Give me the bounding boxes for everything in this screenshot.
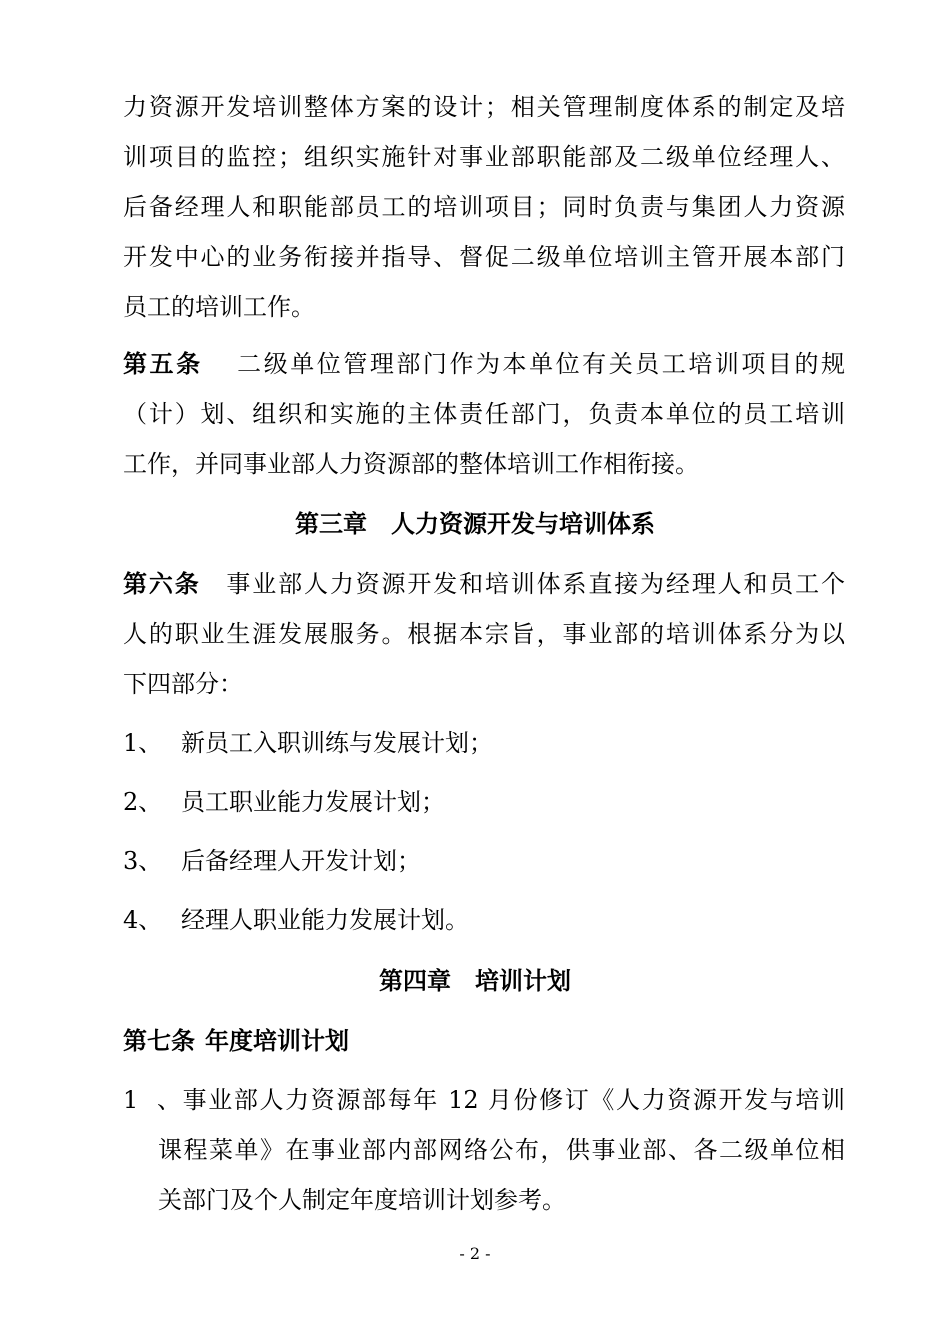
- article-5-label: 第五条: [123, 349, 203, 378]
- list-item-number: 4、: [123, 906, 163, 934]
- list-item: [123, 782, 845, 822]
- chapter-number: 第三章: [295, 509, 367, 538]
- list-item-text: 员工职业能力发展计划；: [181, 788, 445, 816]
- list-item-text: 经理人职业能力发展计划。: [181, 906, 469, 934]
- list-item-text: 后备经理人开发计划；: [181, 847, 421, 875]
- list-item-number: 1、: [123, 1086, 181, 1114]
- list-item: [123, 1080, 845, 1120]
- list-item-number: 2、: [123, 788, 163, 816]
- chapter-3-heading: [0, 504, 950, 544]
- list-item: [123, 900, 845, 940]
- list-item-text: 新员工入职训练与发展计划；: [181, 729, 493, 757]
- list-item-number: 3、: [123, 847, 163, 875]
- paragraph-line: 开发中心的业务衔接并指导、督促二级单位培训主管开展本部门: [123, 243, 845, 271]
- list-item-continuation: 课程菜单》在事业部内部网络公布，供事业部、各二级单位相: [158, 1136, 845, 1164]
- paragraph-line: 后备经理人和职能部员工的培训项目；同时负责与集团人力资源: [123, 193, 845, 221]
- paragraph-line: 人的职业生涯发展服务。根据本宗旨，事业部的培训体系分为以: [123, 620, 845, 648]
- chapter-4-heading: [0, 961, 950, 1001]
- page-number: - 2 -: [459, 1244, 491, 1263]
- list-item-continuation: 关部门及个人制定年度培训计划参考。: [158, 1186, 566, 1214]
- paragraph-line: （计）划、组织和实施的主体责任部门，负责本单位的员工培训: [123, 400, 845, 428]
- list-item-text: 事业部人力资源部每年 12 月份修订《人力资源开发与培训: [181, 1086, 845, 1114]
- list-item: [123, 841, 845, 881]
- article-5-first-line: [123, 344, 845, 384]
- list-item: [123, 723, 845, 763]
- article-7-heading: [123, 1021, 845, 1061]
- article-7-title: 年度培训计划: [205, 1026, 349, 1055]
- chapter-number: 第四章: [379, 966, 451, 995]
- article-6-label: 第六条: [123, 569, 201, 598]
- chapter-title: 人力资源开发与培训体系: [391, 509, 655, 538]
- paragraph-line: 员工的培训工作。: [123, 293, 315, 321]
- article-6-text: 事业部人力资源开发和培训体系直接为经理人和员工个: [224, 570, 846, 598]
- article-5-text: 二级单位管理部门作为本单位有关员工培训项目的规: [234, 350, 846, 378]
- paragraph-line: 下四部分：: [123, 670, 243, 698]
- chapter-title: 培训计划: [475, 966, 571, 995]
- paragraph-line: 工作，并同事业部人力资源部的整体培训工作相衔接。: [123, 450, 699, 478]
- paragraph-line: 训项目的监控；组织实施针对事业部职能部及二级单位经理人、: [123, 143, 845, 171]
- article-6-first-line: [123, 564, 845, 604]
- article-7-label: 第七条: [123, 1026, 195, 1055]
- paragraph-line: 力资源开发培训整体方案的设计；相关管理制度体系的制定及培: [123, 93, 845, 121]
- list-item-number: 1、: [123, 729, 163, 757]
